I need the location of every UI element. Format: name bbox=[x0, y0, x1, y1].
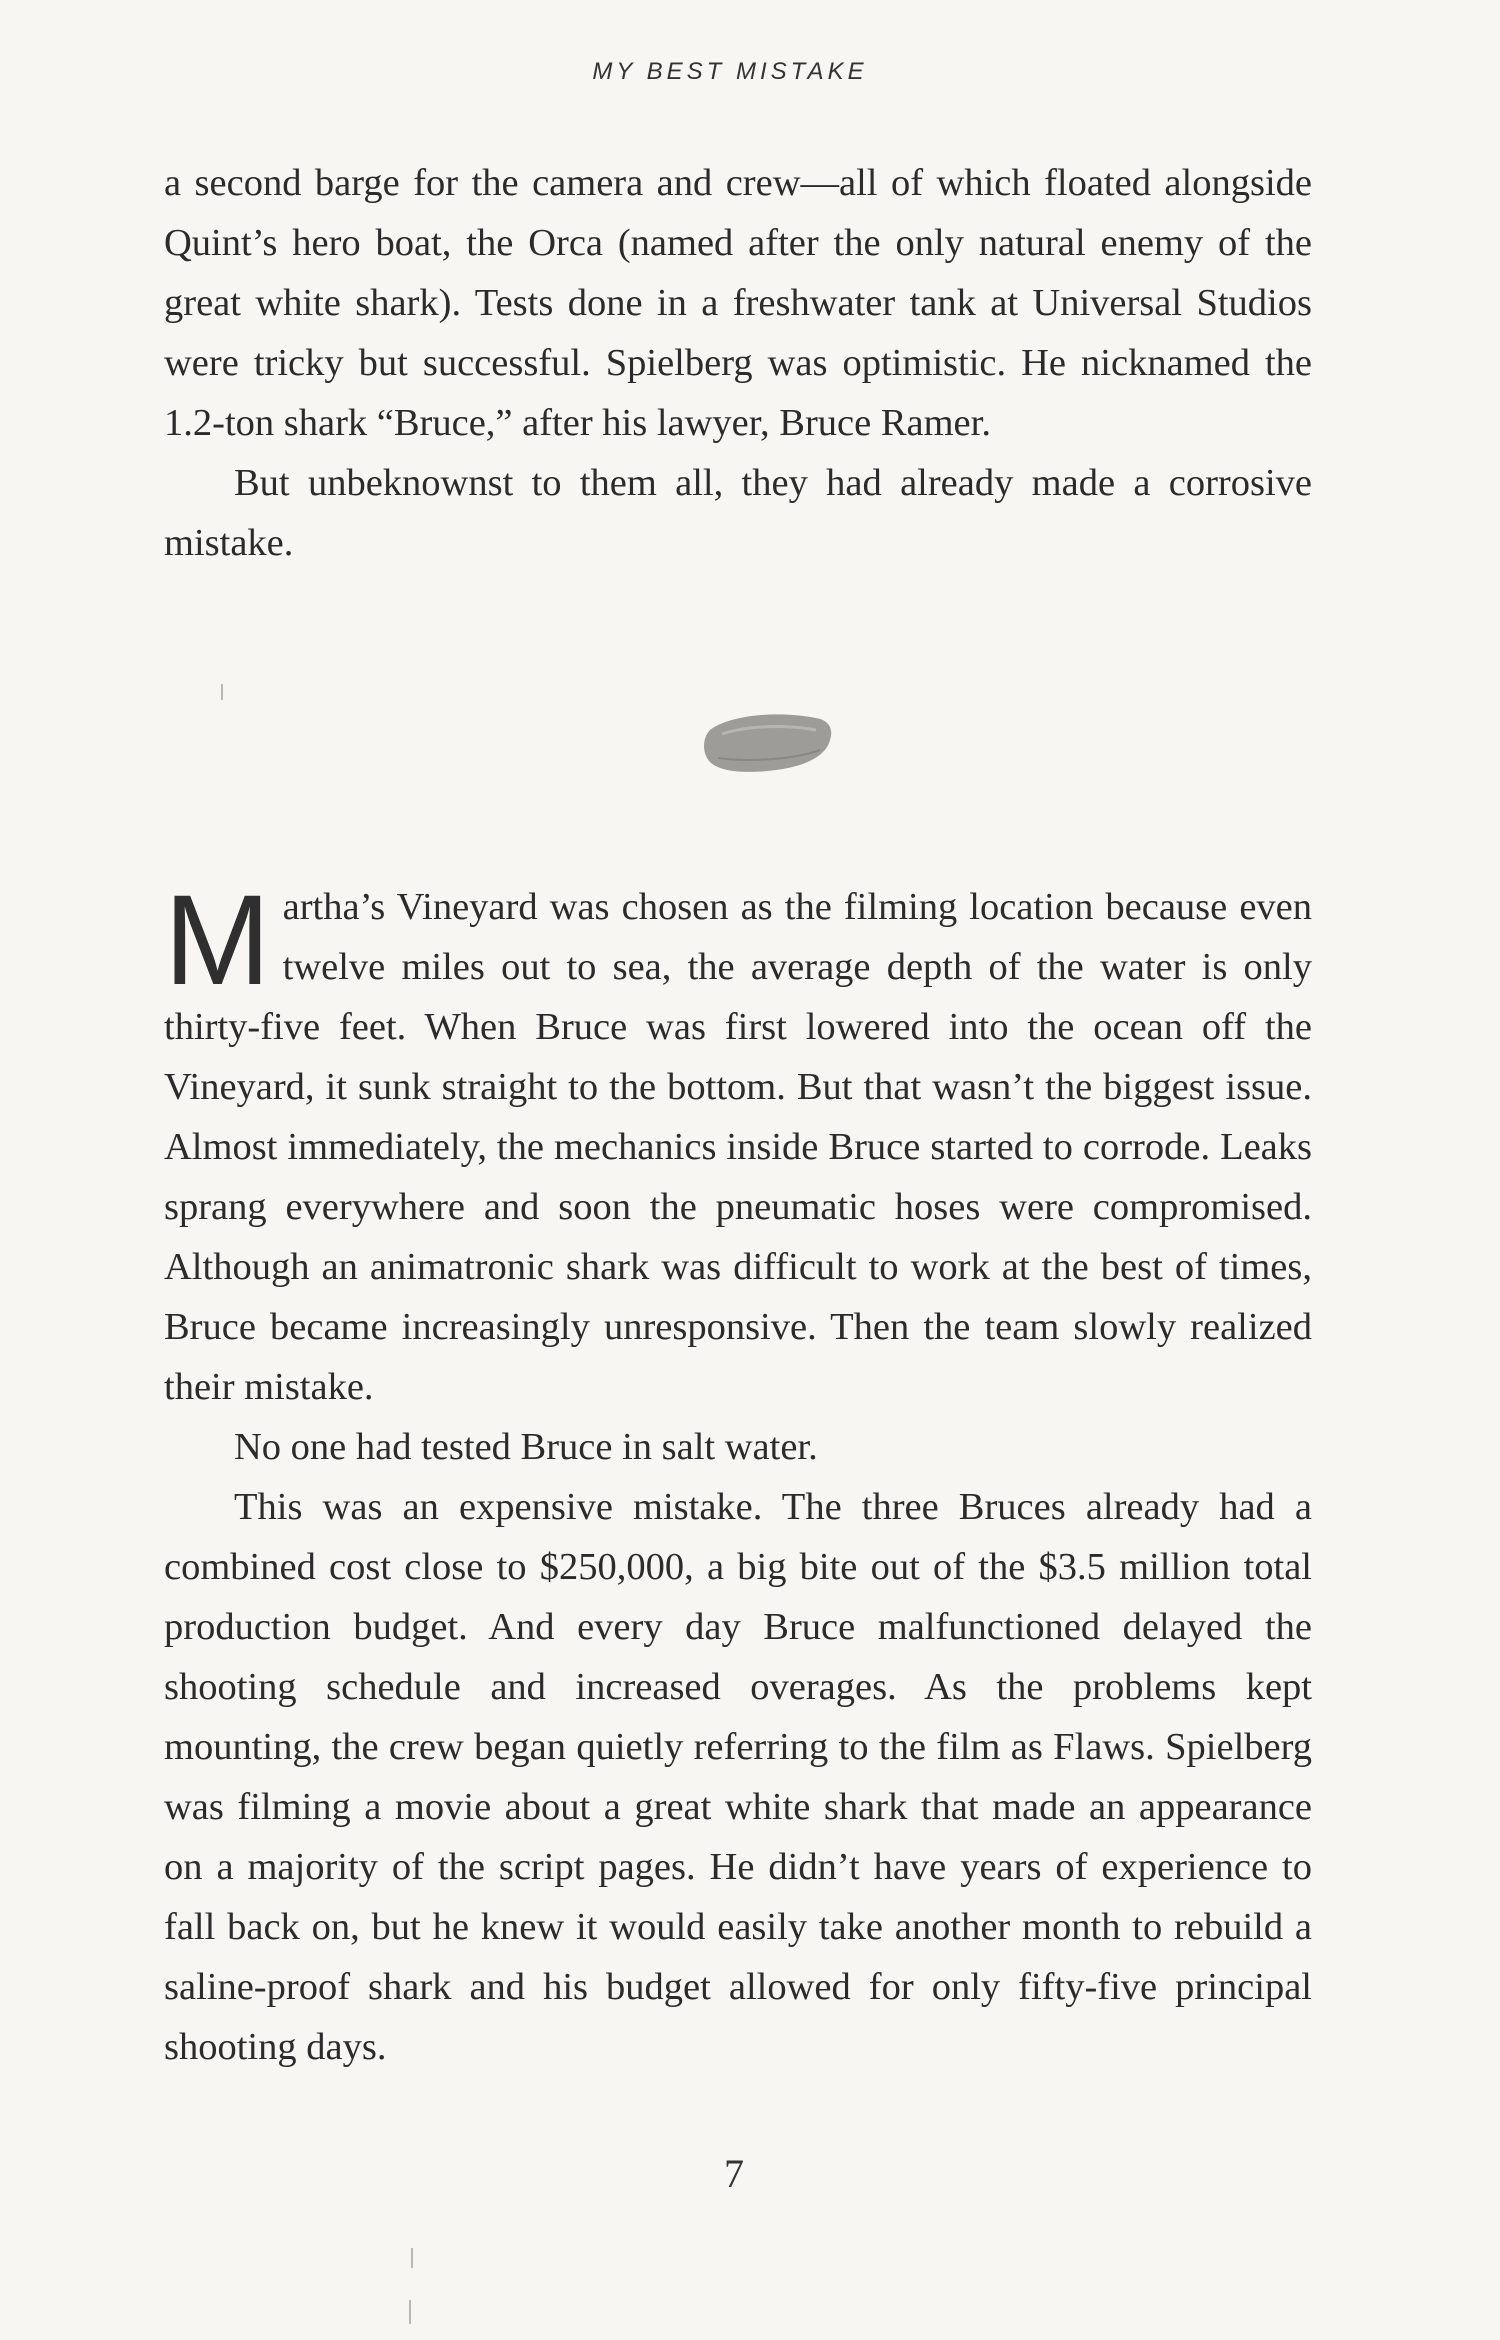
scan-speck bbox=[411, 2248, 413, 2268]
section-one-text bbox=[164, 153, 1312, 573]
paragraph: This was an expensive mistake. The three Bruces already had a combined cost close to $250,000, a big bite out of the $3.5 million total production budget. And every day Bruce malfunctioned delayed the shooting schedule and increased overages. As the problems kept mounting, the crew began quietly referring to the film as Flaws. Spielberg was filming a movie about a great white shark that made an appearance on a majority of the script pages. He didn’t have years of experience to fall back on, but he knew it would easily take another month to rebuild a saline-proof shark and his budget allowed for only fifty-five principal shooting days. bbox=[164, 1486, 1312, 2068]
page-number: 7 bbox=[724, 2151, 744, 2196]
first-paragraph-text: artha’s Vineyard was chosen as the filming location because even twelve miles out to sea, the average depth of the water is only thirty-five feet. When Bruce was first lowered into the ocean off the Vineyard, it sunk straight to the bottom. But that wasn’t the biggest issue. Almost immediately, the mechanics inside Bruce started to corrode. Leaks sprang everywhere and soon the pneumatic hoses were compromised. Although an animatronic shark was difficult to work at the best of times, Bruce became increasingly unresponsive. Then the team slowly realized their mistake. bbox=[164, 886, 1312, 1408]
section-two-text bbox=[164, 869, 1312, 2077]
paragraph: But unbeknownst to them all, they had already made a corrosive mistake. bbox=[164, 462, 1312, 564]
running-head: MY BEST MISTAKE bbox=[592, 58, 868, 85]
scan-speck bbox=[409, 2300, 411, 2324]
first-paragraph bbox=[164, 869, 1312, 1417]
paragraph: No one had tested Bruce in salt water. bbox=[234, 1426, 818, 1468]
drop-cap: M bbox=[164, 869, 271, 1012]
shark-shaped-section-divider-icon bbox=[688, 700, 838, 784]
paragraph: a second barge for the camera and crew—all of which floated alongside Quint’s hero boat, the Orca (named after the only natural enemy of the great white shark). Tests done in a freshwater tank at Universal Studios were tricky but successful. Spielberg was optimistic. He nicknamed the 1.2-ton shark “Bruce,” after his lawyer, Bruce Ramer. bbox=[164, 162, 1312, 444]
scan-speck bbox=[221, 684, 223, 700]
